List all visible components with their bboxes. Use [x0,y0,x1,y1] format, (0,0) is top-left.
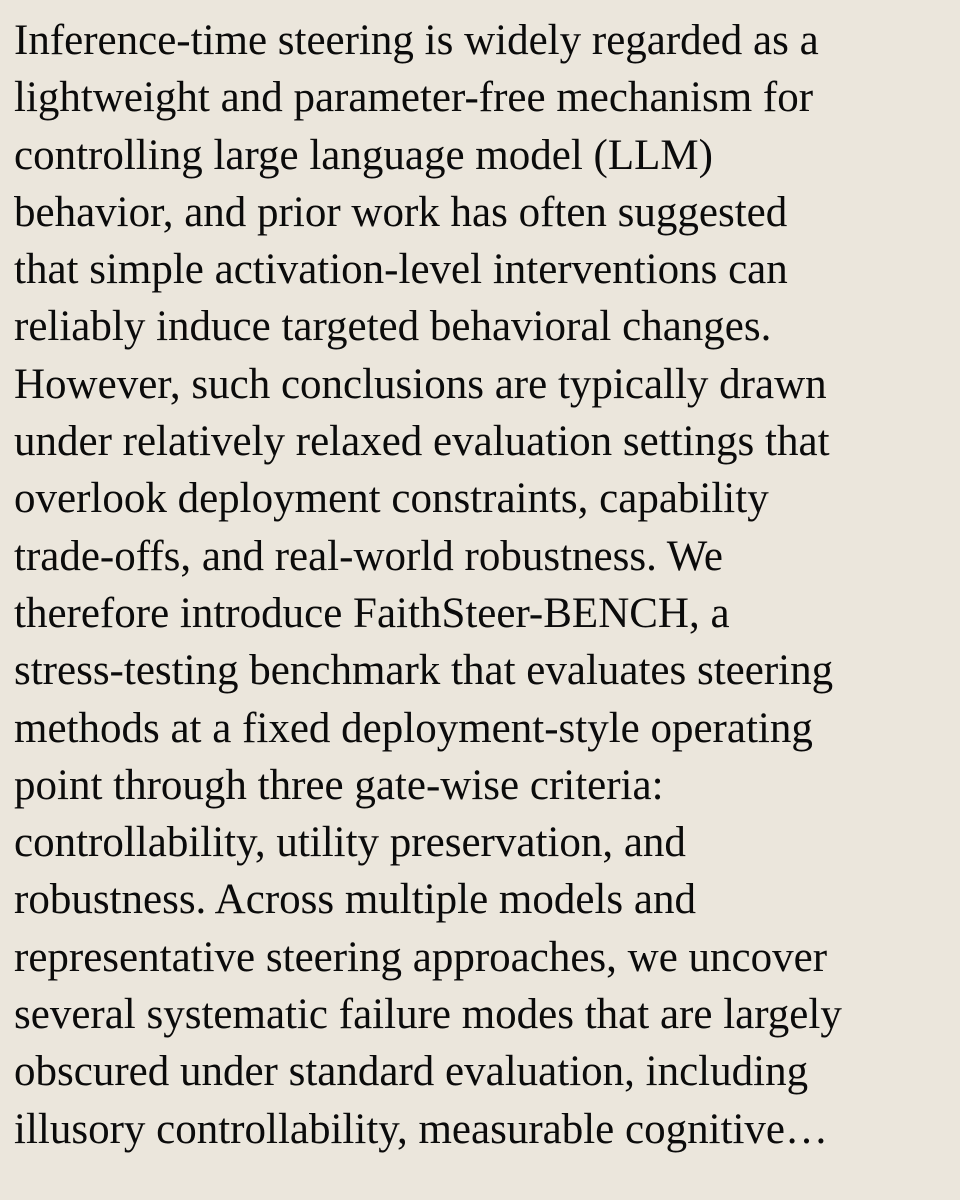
text-line: under relatively relaxed evaluation settings that [14,418,830,466]
text-line: Inference-time steering is widely regarded as a [14,17,819,64]
text-line: reliably induce targeted behavioral changes. [14,303,772,351]
text-line: robustness. Across multiple models and [14,876,696,924]
text-line: that simple activation-level interventions can [14,246,788,294]
text-line: overlook deployment constraints, capability [14,475,769,523]
text-line: therefore introduce FaithSteer-BENCH, a [14,589,730,637]
text-line: stress-testing benchmark that evaluates steering [14,647,834,695]
text-line: controllability, utility preservation, and [14,819,686,867]
text-line: obscured under standard evaluation, including [14,1048,809,1096]
text-line: controlling large language model (LLM) [14,131,713,179]
text-line: behavior, and prior work has often suggested [14,188,788,236]
text-line: However, such conclusions are typically drawn [14,360,827,408]
text-line: trade-offs, and real-world robustness. We [14,532,724,580]
abstract-text-block [14,12,954,1192]
text-line: lightweight and parameter-free mechanism for [14,74,814,122]
text-line: several systematic failure modes that are largely [14,991,842,1039]
text-line: point through three gate-wise criteria: [14,761,664,809]
text-line: illusory controllability, measurable cognitive… [14,1105,829,1153]
text-line: methods at a fixed deployment-style operating [14,704,813,752]
text-line: representative steering approaches, we uncover [14,933,828,981]
